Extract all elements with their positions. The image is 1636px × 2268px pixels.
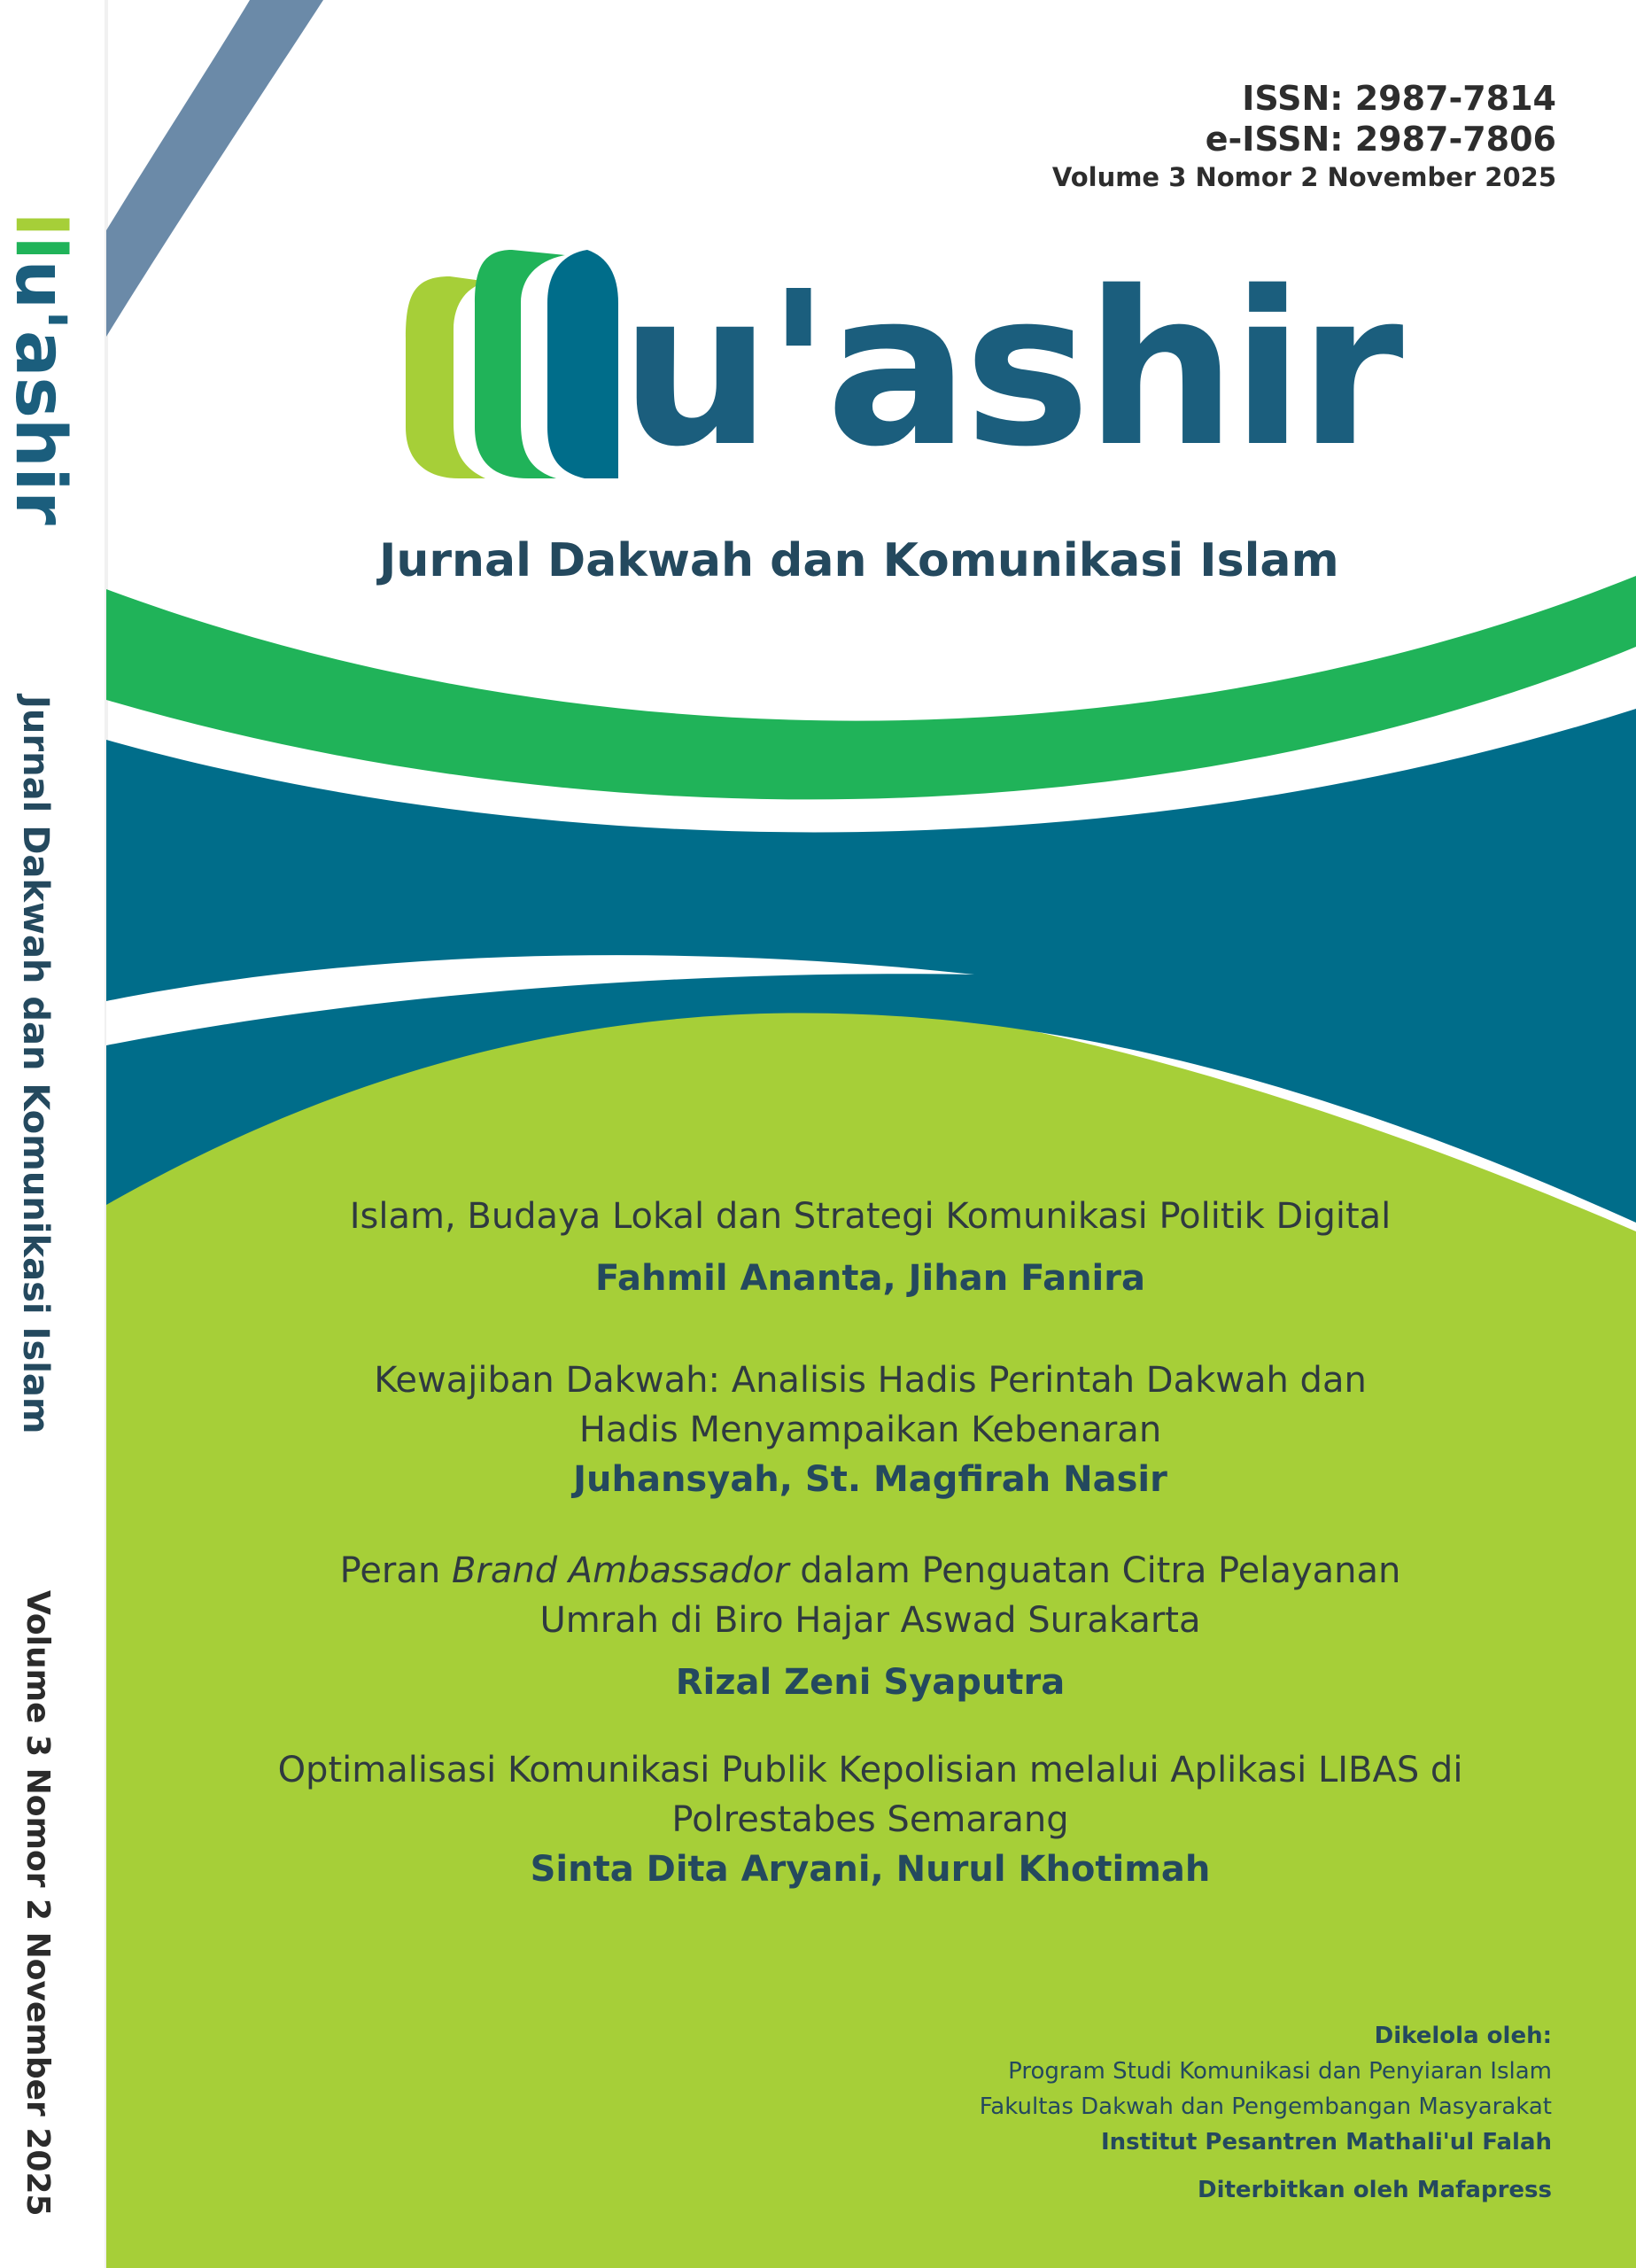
institute: Institut Pesantren Mathali'ul Falah <box>1101 2129 1552 2155</box>
published-by: Diterbitkan oleh Mafapress <box>1198 2177 1552 2203</box>
article-title-italic: Brand Ambassador <box>451 1550 789 1591</box>
article-title-line-1 <box>177 1546 1563 1596</box>
article-item <box>177 1355 1563 1504</box>
spine-logo-text: u'ashir <box>0 260 80 525</box>
article-title: Islam, Budaya Lokal dan Strategi Komunikasi Politik Digital <box>349 1196 1392 1237</box>
article-item <box>177 1745 1563 1894</box>
journal-logo <box>379 241 1399 507</box>
article-title-line-2: Umrah di Biro Hajar Aswad Surakarta <box>539 1600 1201 1641</box>
article-authors: Sinta Dita Aryani, Nurul Khotimah <box>530 1849 1211 1890</box>
study-program: Program Studi Komunikasi dan Penyiaran Islam <box>1008 2058 1552 2085</box>
spine-blue-arc <box>106 0 323 337</box>
article-item <box>177 1546 1563 1707</box>
publisher-block <box>980 2018 1552 2208</box>
issn-electronic: e-ISSN: 2987-7806 <box>1205 120 1556 159</box>
article-title-suffix: dalam Penguatan Citra Pelayanan <box>788 1550 1401 1591</box>
article-authors: Fahmil Ananta, Jihan Fanira <box>595 1258 1145 1299</box>
article-title-prefix: Peran <box>339 1550 452 1591</box>
issue-volume: Volume 3 Nomor 2 November 2025 <box>1051 162 1556 192</box>
article-authors: Rizal Zeni Syaputra <box>675 1662 1066 1703</box>
article-title-line-1: Optimalisasi Komunikasi Publik Kepolisian melalui Aplikasi LIBAS di <box>277 1750 1463 1790</box>
managed-by-label: Dikelola oleh: <box>1374 2023 1552 2049</box>
green-wave-band <box>106 576 1636 799</box>
logo-mark-icon <box>379 241 645 507</box>
spine-logo-mark-lime: l <box>0 213 80 237</box>
article-title-line-2: Polrestabes Semarang <box>671 1799 1069 1840</box>
issn-block <box>1052 78 1556 195</box>
article-item <box>177 1192 1563 1303</box>
faculty: Fakultas Dakwah dan Pengembangan Masyarakat <box>979 2093 1552 2120</box>
spine-journal-title: Jurnal Dakwah dan Komunikasi Islam <box>15 695 56 1434</box>
logo-wordmark: u'ashir <box>620 245 1399 493</box>
spine-logo-mark-green: l <box>0 236 80 260</box>
article-authors: Juhansyah, St. Magfirah Nasir <box>573 1459 1167 1500</box>
journal-subtitle: Jurnal Dakwah dan Komunikasi Islam <box>379 534 1339 587</box>
article-title-line-1: Kewajiban Dakwah: Analisis Hadis Perintah Dakwah dan <box>374 1360 1367 1401</box>
spine-volume: Volume 3 Nomor 2 November 2025 <box>19 1590 56 2217</box>
issn-print: ISSN: 2987-7814 <box>1242 79 1556 118</box>
spine-logo <box>0 213 80 549</box>
article-title-line-2: Hadis Menyampaikan Kebenaran <box>578 1410 1162 1450</box>
